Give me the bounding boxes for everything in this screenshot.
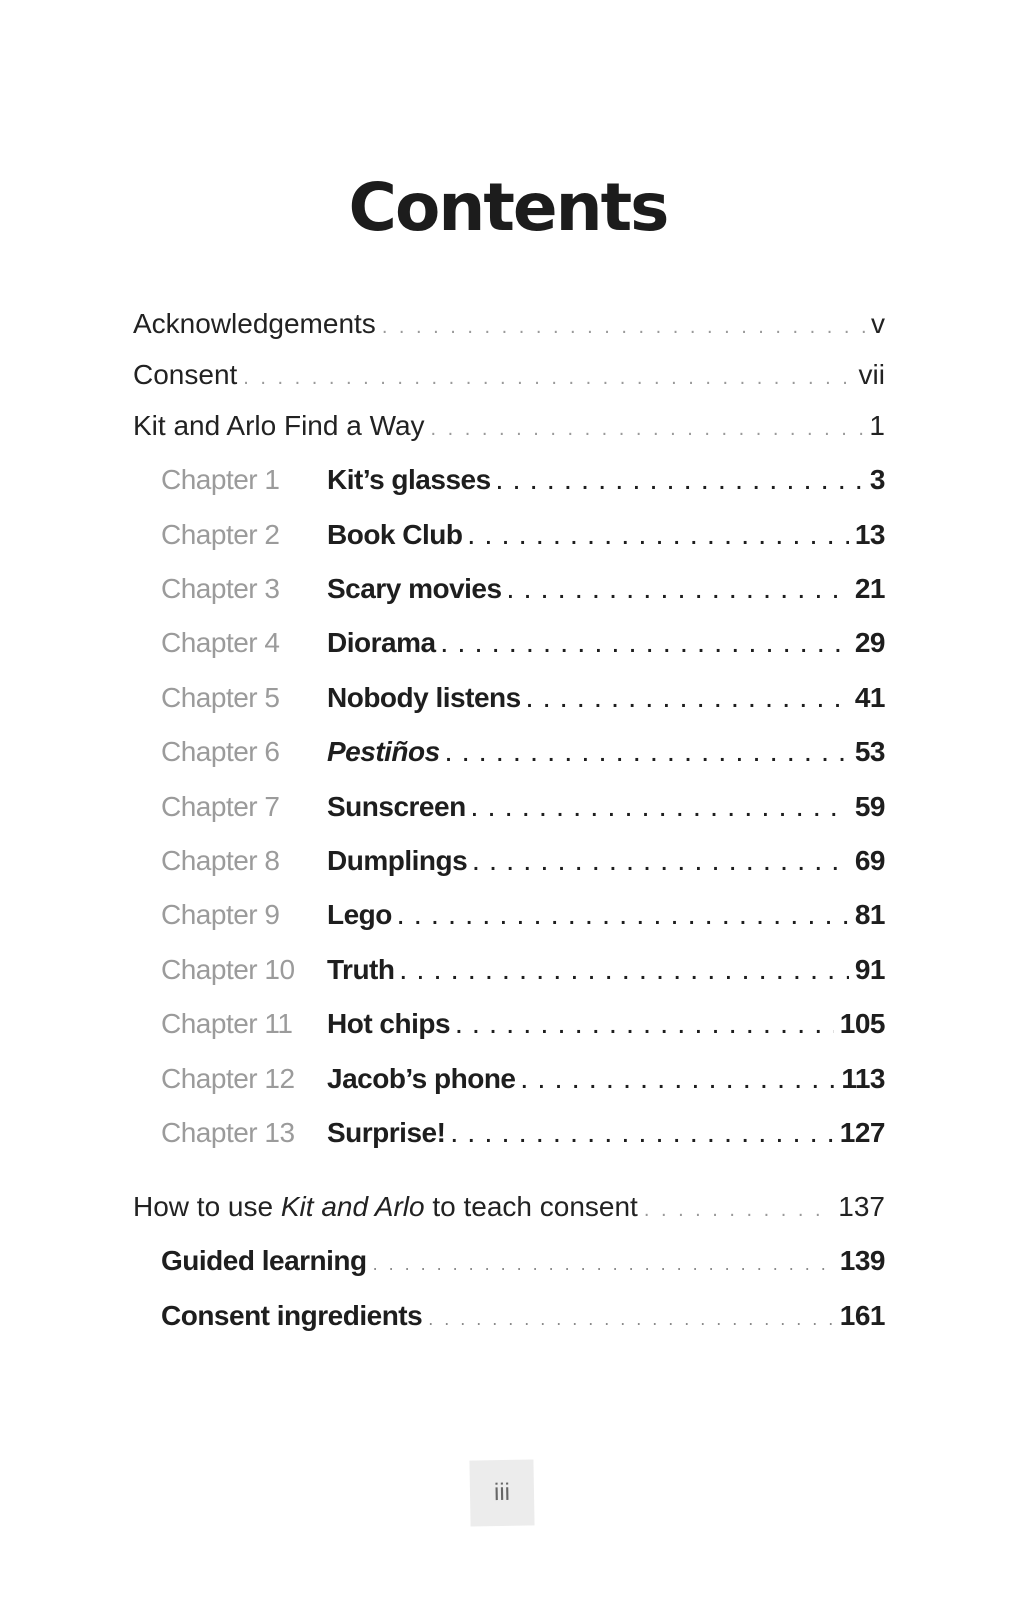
label-suffix: to teach consent	[424, 1191, 638, 1222]
dot-leader	[527, 681, 849, 721]
toc-chapter-2[interactable]	[161, 515, 885, 555]
toc-entry-page: vii	[858, 359, 885, 390]
chapter-number: Chapter 7	[161, 791, 280, 822]
toc-entry-how-to-use[interactable]	[133, 1187, 885, 1227]
toc-entry-label: Kit and Arlo Find a Way	[133, 410, 425, 441]
toc-entry-page: 137	[838, 1191, 885, 1222]
chapter-page: 81	[854, 899, 885, 930]
toc-chapter-5[interactable]	[161, 678, 885, 718]
chapter-page: 53	[854, 736, 885, 767]
chapter-number: Chapter 2	[161, 519, 280, 550]
chapter-title: Lego	[327, 899, 392, 930]
toc-entry-page: 1	[869, 410, 885, 441]
toc-chapter-10[interactable]	[161, 950, 885, 990]
dot-leader	[508, 572, 849, 612]
dot-leader	[373, 1244, 834, 1284]
toc-entry-page: 161	[839, 1300, 885, 1331]
dot-leader	[644, 1190, 832, 1230]
chapter-number: Chapter 12	[161, 1063, 295, 1094]
dot-leader	[456, 1007, 834, 1047]
chapter-number: Chapter 10	[161, 954, 295, 985]
chapter-page: 3	[869, 464, 885, 495]
chapter-title: Jacob’s phone	[327, 1063, 516, 1094]
chapter-title: Kit’s glasses	[327, 464, 491, 495]
page-number: iii	[469, 1459, 534, 1526]
dot-leader	[497, 463, 864, 503]
chapter-page: 127	[839, 1117, 885, 1148]
chapter-page: 91	[854, 954, 885, 985]
chapter-title: Hot chips	[327, 1008, 451, 1039]
chapter-number: Chapter 3	[161, 573, 280, 604]
chapter-number: Chapter 5	[161, 682, 280, 713]
chapter-number: Chapter 11	[161, 1008, 293, 1039]
dot-leader	[473, 844, 849, 884]
chapter-number: Chapter 4	[161, 627, 280, 658]
dot-leader	[431, 409, 864, 449]
chapter-number: Chapter 6	[161, 736, 280, 767]
chapter-title: Nobody listens	[327, 682, 521, 713]
toc-chapter-12[interactable]	[161, 1059, 885, 1099]
chapter-title: Truth	[327, 954, 395, 985]
label-prefix: How to use	[133, 1191, 281, 1222]
toc-entry-guided-learning[interactable]	[161, 1241, 885, 1281]
dot-leader	[401, 953, 849, 993]
chapter-title: Dumplings	[327, 845, 468, 876]
dot-leader	[446, 735, 849, 775]
dot-leader	[522, 1062, 836, 1102]
toc-entry-label	[133, 1187, 638, 1227]
toc-chapter-4[interactable]	[161, 623, 885, 663]
dot-leader	[398, 898, 849, 938]
chapter-page: 21	[854, 573, 885, 604]
dot-leader	[469, 518, 849, 558]
toc-chapter-11[interactable]	[161, 1004, 885, 1044]
toc-chapter-8[interactable]	[161, 841, 885, 881]
toc-entry-label: Acknowledgements	[133, 308, 376, 339]
chapter-page: 105	[839, 1008, 885, 1039]
chapter-title: Pestiños	[327, 736, 440, 767]
chapter-page: 113	[841, 1063, 885, 1094]
dot-leader	[442, 626, 849, 666]
dot-leader	[472, 790, 849, 830]
chapter-page: 13	[854, 519, 885, 550]
toc-entry-label: Consent	[133, 359, 238, 390]
toc-entry-label: Consent ingredients	[161, 1300, 423, 1331]
chapter-page: 29	[854, 627, 885, 658]
chapter-number: Chapter 8	[161, 845, 280, 876]
toc-entry-page: v	[871, 308, 885, 339]
toc-entry-page: 139	[839, 1245, 885, 1276]
chapter-page: 41	[854, 682, 885, 713]
label-italic-title: Kit and Arlo	[280, 1191, 425, 1222]
chapter-title: Surprise!	[327, 1117, 446, 1148]
chapter-title: Scary movies	[327, 573, 502, 604]
toc-entry-acknowledgements[interactable]	[133, 304, 885, 344]
toc-entry-consent[interactable]	[133, 355, 885, 395]
dot-leader	[451, 1116, 833, 1156]
chapter-title: Book Club	[327, 519, 463, 550]
toc-chapter-13[interactable]	[161, 1113, 885, 1153]
dot-leader	[243, 358, 852, 398]
toc-chapter-7[interactable]	[161, 787, 885, 827]
chapter-number: Chapter 1	[161, 464, 280, 495]
toc-entry-kit-and-arlo[interactable]	[133, 406, 885, 446]
toc-chapter-3[interactable]	[161, 569, 885, 609]
chapter-title: Sunscreen	[327, 791, 466, 822]
chapter-number: Chapter 13	[161, 1117, 295, 1148]
chapter-page: 59	[854, 791, 885, 822]
chapter-page: 69	[854, 845, 885, 876]
toc-chapter-6[interactable]	[161, 732, 885, 772]
chapter-number: Chapter 9	[161, 899, 280, 930]
toc-chapter-1[interactable]	[161, 460, 885, 500]
toc-entry-label: Guided learning	[161, 1245, 367, 1276]
toc-entry-consent-ingredients[interactable]	[161, 1296, 885, 1336]
toc-chapter-9[interactable]	[161, 895, 885, 935]
dot-leader	[428, 1299, 834, 1339]
dot-leader	[382, 307, 865, 347]
chapter-title: Diorama	[327, 627, 436, 658]
page-title: Contents	[348, 169, 668, 246]
